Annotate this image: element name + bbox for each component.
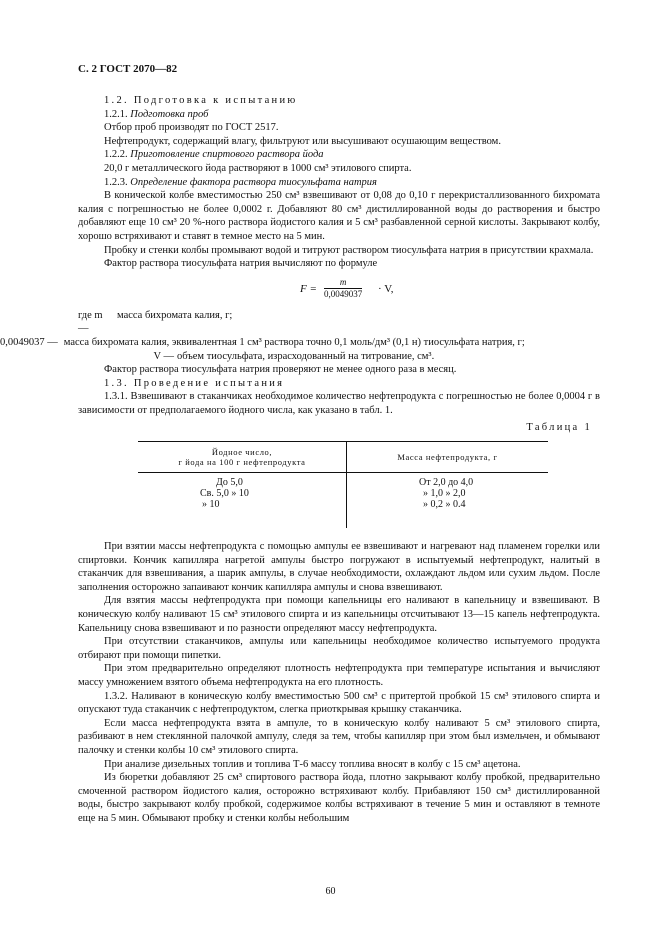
document-body bbox=[0, 94, 600, 826]
table-cell-mass: » 1,0 » 2,0 bbox=[423, 488, 466, 500]
section-title: Определение фактора раствора тиосульфата натрия bbox=[130, 176, 377, 188]
section-number: 1.2.1. bbox=[104, 108, 131, 120]
formula-tail: · V, bbox=[378, 282, 394, 295]
table-row bbox=[138, 488, 548, 499]
table-header-row bbox=[138, 442, 548, 473]
definition-row bbox=[78, 350, 600, 364]
paragraph: Нефтепродукт, содержащий влагу, фильтруют или высушивают осушающим веществом. bbox=[104, 135, 501, 147]
formula bbox=[78, 277, 600, 303]
section-1-2-heading: 1.2. Подготовка к испытанию bbox=[104, 95, 298, 106]
section-number: 1.2.3. bbox=[104, 176, 131, 188]
definition-symbol: 0,0049037 — bbox=[0, 336, 58, 348]
definition-symbol: где m — bbox=[78, 309, 103, 335]
table-cell-iodine: » 10 bbox=[138, 499, 347, 528]
paragraph: При отсутствии стаканчиков, ампулы или капельницы необходимое количество испытуемого продукта отбирают при помощи пипетки. bbox=[78, 636, 600, 661]
table-cell-iodine: До 5,0 bbox=[138, 473, 347, 489]
paragraph: Отбор проб производят по ГОСТ 2517. bbox=[104, 122, 279, 134]
table-cell-mass: От 2,0 до 4,0 bbox=[419, 477, 474, 489]
table-cell-iodine: Св. 5,0 » 10 bbox=[138, 488, 347, 499]
page-number: 60 bbox=[325, 886, 336, 897]
definition-row bbox=[78, 309, 600, 336]
section-number: 1.2.2. bbox=[104, 149, 131, 161]
formula-definitions bbox=[0, 309, 600, 363]
formula-denominator: 0,0049037 bbox=[324, 288, 363, 299]
section-1-2-3-heading bbox=[78, 176, 600, 190]
table-cell-mass: » 0,2 » 0.4 bbox=[423, 499, 466, 511]
formula-numerator: m bbox=[324, 277, 362, 289]
section-1-2-1-heading bbox=[78, 108, 600, 122]
paragraph: Для взятия массы нефтепродукта при помощи капельницы его наливают в капельницу и взвешивают. В коническую колбу наливают 15 см³ этилового спирта и из капельницы отсчитывают 13—15 капель нефтепродукта. Капельницу снова взвешивают и по разности определяют массу нефтепродукта. bbox=[78, 595, 600, 634]
header-line: г йода на 100 г нефтепродукта bbox=[178, 457, 306, 468]
paragraph: При взятии массы нефтепродукта с помощью ампулы ее взвешивают и нагревают над пламенем горелки или спиртовки. Кончик капилляра нагретой ампулы быстро погружают в испытуемый нефтепродукт, налитый в стаканчик для взвешивания, а шарик ампулы, в случае необходимости, охлаждают льдом или сухим льдом. После заполнения осторожно запаивают кончик капилляра ампулы и снова взвешивают. bbox=[78, 541, 600, 593]
definition-text: объем тиосульфата, израсходованный на титрование, см³. bbox=[177, 350, 435, 362]
section-title: Подготовка проб bbox=[130, 108, 209, 120]
header-line: Йодное число, bbox=[211, 447, 273, 458]
table-1 bbox=[138, 441, 548, 528]
formula-lhs: F = bbox=[300, 282, 317, 295]
paragraph: Если масса нефтепродукта взята в ампуле, то в коническую колбу наливают 5 см³ этилового спирта, разбивают в нем стеклянной палочкой ампулу, следя за тем, чтобы капилляр при этом был измельчен, и обмывают палочку и стенки колбы 10 см³ этилового спирта. bbox=[78, 717, 600, 756]
section-1-2-2-heading bbox=[78, 148, 600, 162]
section-title: Приготовление спиртового раствора йода bbox=[130, 149, 324, 161]
paragraph: Из бюретки добавляют 25 см³ спиртового раствора йода, плотно закрывают колбу пробкой, предварительно смоченной раствором йодистого калия, осторожно встряхивают колбу. Прибавляют 150 см³ дистиллированной воды, быстро закрывают колбу пробкой, содержимое колбы встряхивают в течение 5 мин и оставляют в темноте еще на 5 мин. Обмывают пробку и стенки колбы небольшим bbox=[78, 772, 600, 824]
paragraph: При анализе дизельных топлив и топлива Т-6 массу топлива вносят в колбу с 15 см³ ацетона. bbox=[104, 758, 521, 770]
table-header-iodine bbox=[138, 442, 347, 473]
section-1-3-heading: 1.3. Проведение испытания bbox=[104, 377, 285, 389]
table-row bbox=[138, 473, 548, 489]
paragraph: В конической колбе вместимостью 250 см³ взвешивают от 0,08 до 0,10 г перекристаллизованного бихромата калия с погрешностью не более 0,0002 г. Добавляют 80 см³ дистиллированной воды до растворения и быстро добавляют еще 10 см³ 20 %-ного раствора йодистого калия и 5 см³ разбавленной серной кислоты. Закрывают колбу, хорошо встряхивают и ставят в темное место на 5 мин. bbox=[78, 190, 600, 242]
table-row bbox=[138, 499, 548, 528]
definition-row bbox=[0, 336, 600, 350]
definition-text: масса бихромата калия, эквивалентная 1 см³ раствора точно 0,1 моль/дм³ (0,1 н) тиосульфата натрия, г; bbox=[63, 336, 525, 348]
definition-text: масса бихромата калия, г; bbox=[117, 309, 233, 321]
formula-fraction bbox=[324, 277, 362, 300]
page-header: С. 2 ГОСТ 2070—82 bbox=[78, 63, 178, 75]
paragraph: 1.3.1. Взвешивают в стаканчиках необходимое количество нефтепродукта с погрешностью не более 0,0004 г в зависимости от предполагаемого йодного числа, как указано в табл. 1. bbox=[78, 391, 600, 416]
paragraph: 20,0 г металлического йода растворяют в 1000 см³ этилового спирта. bbox=[104, 162, 412, 174]
after-table-text bbox=[78, 540, 600, 825]
table-caption: Таблица 1 bbox=[526, 422, 592, 434]
definition-symbol: V — bbox=[153, 350, 174, 362]
table-header-mass: Масса нефтепродукта, г bbox=[347, 442, 549, 473]
paragraph: Фактор раствора тиосульфата натрия вычисляют по формуле bbox=[104, 258, 378, 270]
paragraph: Фактор раствора тиосульфата натрия проверяют не менее одного раза в месяц. bbox=[104, 364, 457, 376]
paragraph: При этом предварительно определяют плотность нефтепродукта при температуре испытания и вычисляют массу умножением взятого объема нефтепродукта на его плотность. bbox=[78, 663, 600, 688]
paragraph: Пробку и стенки колбы промывают водой и титруют раствором тиосульфата натрия в присутствии крахмала. bbox=[104, 244, 594, 256]
paragraph: 1.3.2. Наливают в коническую колбу вместимостью 500 см³ с притертой пробкой 15 см³ этилового спирта и опускают туда стаканчик с нефтепродуктом, слегка приоткрывая крышку стаканчика. bbox=[78, 690, 600, 716]
